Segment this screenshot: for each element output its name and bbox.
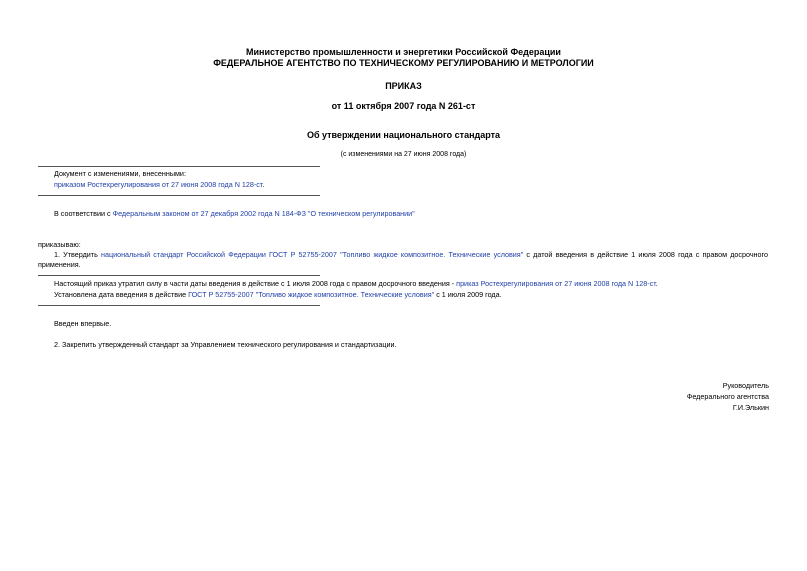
note-line-1-prefix: Настоящий приказ утратил силу в части даты введения в действие с 1 июля 2008 года с правом досрочного введения - [54,279,457,288]
note-gost-link[interactable]: ГОСТ Р 52755-2007 "Топливо жидкое композитное. Технические условия" [188,290,435,299]
note-box-bottom-rule [38,305,320,306]
changes-intro: Документ с изменениями, внесенными: [54,169,186,178]
ministry-heading: Министерство промышленности и энергетики Российской Федерации [246,47,561,57]
amend-note: (с изменениями на 27 июня 2008 года) [340,151,467,158]
item-1-prefix: 1. Утвердить [54,250,101,259]
doc-date-heading: от 11 октября 2007 года N 261-ст [331,101,476,111]
item-1 [38,250,768,270]
item-1-suffix: с датой введения в действие 1 июля 2008 года с правом досрочного применения. [38,250,768,269]
signature-name: Г.И.Элькин [732,403,769,412]
note-line-1 [54,279,658,288]
signature-agency: Федерального агентства [686,392,769,401]
signature-title: Руководитель [722,381,769,390]
note-box-top-rule [38,275,320,276]
changes-box-bottom-rule [38,195,320,196]
introduced-text: Введен впервые. [54,319,112,328]
changes-line [54,180,264,189]
note-line-2-prefix: Установлена дата введения в действие [54,290,189,299]
doc-type-heading: ПРИКАЗ [385,81,422,91]
changes-box-top-rule [38,166,320,167]
note-line-2-suffix: с 1 июля 2009 года. [434,290,502,299]
note-line-2 [54,290,502,299]
doc-title: Об утверждении национального стандарта [306,130,501,140]
gost-standard-link[interactable]: национальный стандарт Российской Федерации ГОСТ Р 52755-2007 "Топливо жидкое композитное. Технические условия" [100,250,524,259]
note-line-1-suffix: . [655,279,658,288]
order-word: приказываю: [38,240,81,249]
note-order-link[interactable]: приказ Ростехрегулирования от 27 июня 2008 года N 128-ст [456,279,656,288]
agency-heading: ФЕДЕРАЛЬНОЕ АГЕНТСТВО ПО ТЕХНИЧЕСКОМУ РЕГУЛИРОВАНИЮ И МЕТРОЛОГИИ [213,58,594,68]
item-2: 2. Закрепить утвержденный стандарт за Управлением технического регулирования и стандартизации. [54,340,397,349]
preamble-prefix: В соответствии с [54,209,113,218]
changes-order-link[interactable]: приказом Ростехрегулирования от 27 июня 2008 года N 128-ст [54,180,263,189]
federal-law-link[interactable]: Федеральным законом от 27 декабря 2002 года N 184-ФЗ "О техническом регулировании" [112,209,415,218]
changes-suffix: . [262,180,265,189]
preamble [54,209,415,218]
